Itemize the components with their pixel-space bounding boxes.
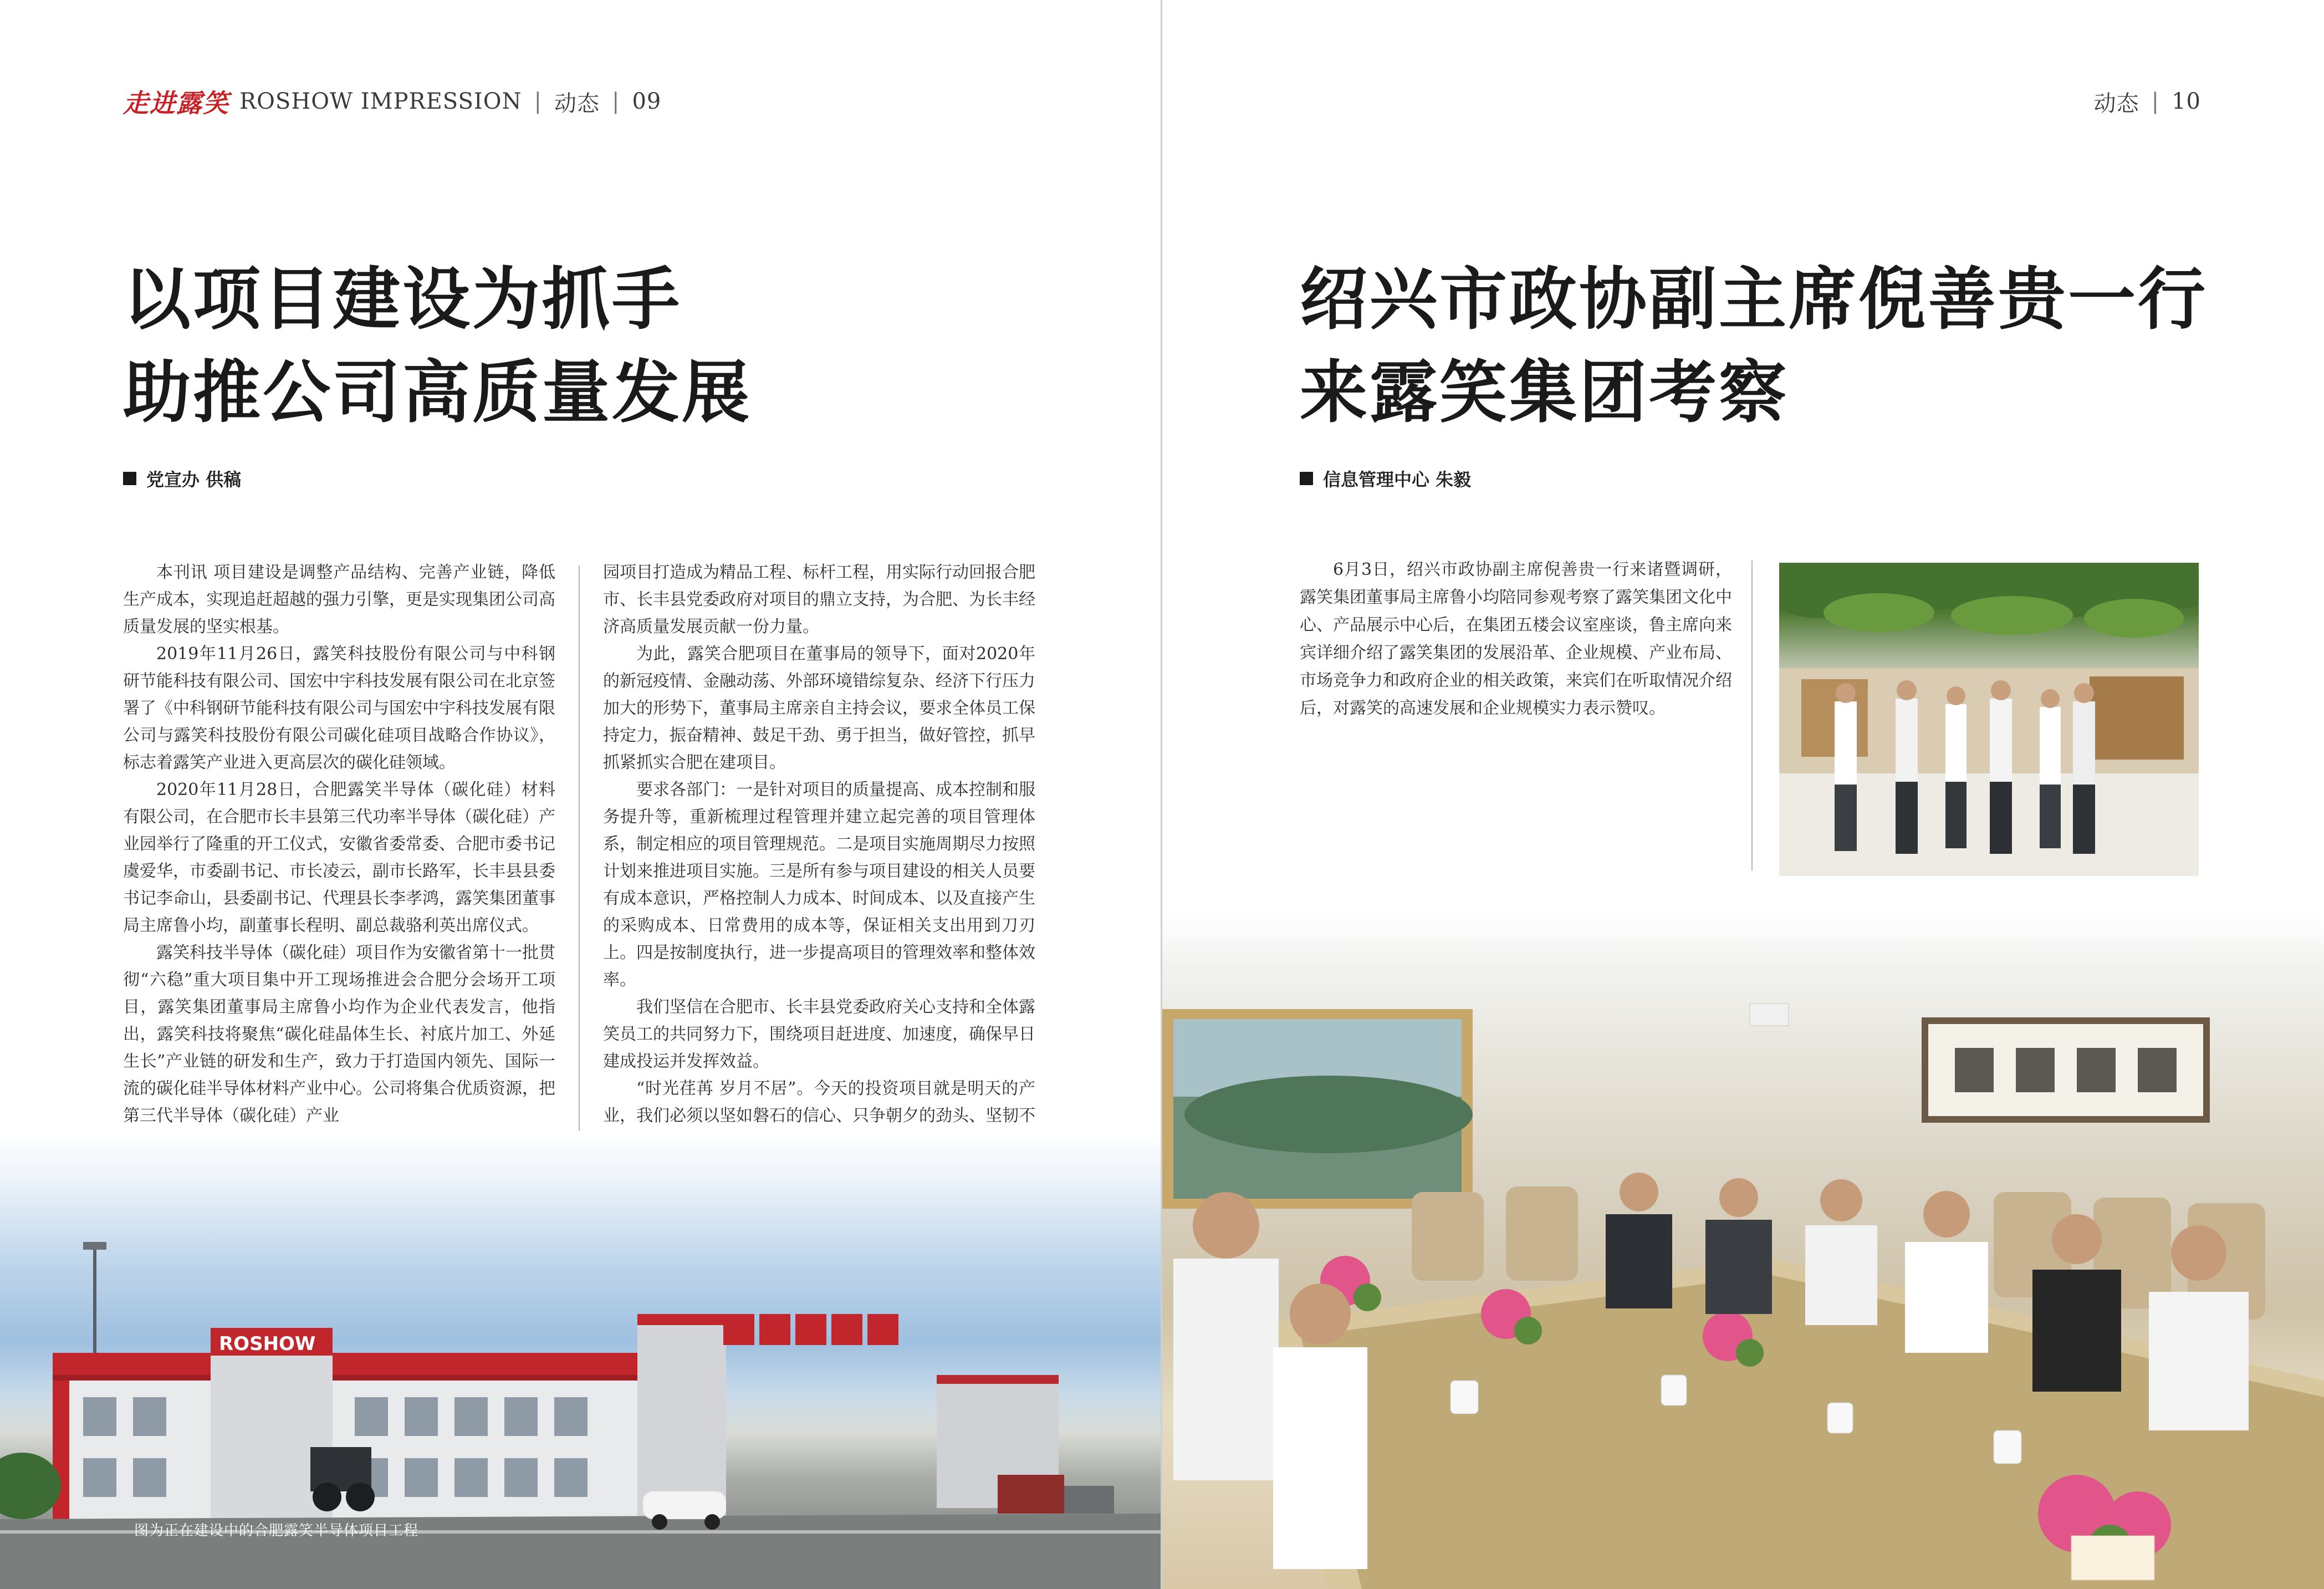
header-separator: | [611,89,620,114]
paragraph: 为此，露笑合肥项目在董事局的领导下，面对2020年的新冠疫情、金融动荡、外部环境错综复杂、经济下行压力加大的形势下，董事局主席亲自主持会议，要求全体员工保持定力，振奋精神、鼓足干劲、勇于担当，做好管控，抓早抓紧抓实合肥在建项目。 [603,644,1035,772]
paragraph: 要求各部门：一是针对项目的质量提高、成本控制和服务提升等，重新梳理过程管理并建立起完善的项目管理体系，制定相应的项目管理规范。二是项目实施周期尽力按照计划来推进项目实施。三是所有参与项目建设的相关人员要有成本意识，严格控制人力成本、时间成本、以及直接产生的采购成本、日常费用的成本等，保证相关支出用到刀刃上。四是按制度执行，进一步提高项目的管理效率和整体效率。 [603,780,1035,990]
paragraph: 露笑科技半导体（碳化硅）项目作为安徽省第十一批贯彻“六稳”重大项目集中开工现场推进会合肥分会场开工项目，露笑集团董事局主席鲁小均作为企业代表发言，他指出，露笑科技将聚焦“碳化硅晶体生长、衬底片加工、外延生长”产业链的研发和生产，致力于打造国内领先、国际一流的碳化硅半导体材料产业中心。公司将集合优质资源，把第三代半导体（碳化硅）产业 [123,943,555,1125]
brand-logo: 走进露笑 [123,88,229,118]
square-bullet-icon [123,472,136,485]
title-line: 来露笑集团考察 [1300,353,1789,432]
paragraph: 2020年11月28日，合肥露笑半导体（碳化硅）材料有限公司，在合肥市长丰县第三代功率半导体（碳化硅）产业园举行了隆重的开工仪式，安徽省委常委、合肥市委书记虞爱华，市委副书记、市长凌云，副市长路军，长丰县县委书记李命山，县委副书记、代理县长李孝鸿，露笑集团董事局主席鲁小均，副董事长程明、副总裁骆利英出席仪式。 [123,780,555,935]
paragraph: “时光荏苒 岁月不居”。今天的投资项目就是明天的产业，我们必须以坚如磐石的信心、只争朝夕的劲头、坚韧不 [603,1079,1035,1125]
paragraph: 本刊讯 项目建设是调整产品结构、完善产业链，降低生产成本，实现追赶超越的强力引擎，更是实现集团公司高质量发展的坚实根基。 [123,563,555,636]
title-line: 绍兴市政协副主席倪善贵一行 [1300,260,2208,339]
paragraph: 我们坚信在合肥市、长丰县党委政府关心支持和全体露笑员工的共同努力下，围绕项目赶进度、加速度，确保早日建成投运并发挥效益。 [603,997,1035,1071]
byline-text: 党宣办 供稿 [146,469,242,490]
article-column-2 [603,559,1035,1184]
visit-illustration [1779,563,2199,876]
paragraph: 6月3日，绍兴市政协副主席倪善贵一行来诸暨调研，露笑集团董事局主席鲁小均陪同参观考察了露笑集团文化中心、产品展示中心后，在集团五楼会议室座谈，鲁主席向来宾详细介绍了露笑集团的发展沿革、企业规模、产业布局、市场竞争力和政府企业的相关政策，来宾们在听取情况介绍后，对露笑的高速发展和企业规模实力表示赞叹。 [1300,560,1732,718]
title-line: 以项目建设为抓手 [123,260,682,339]
title-line: 助推公司高质量发展 [123,353,752,432]
column-divider [579,566,580,1203]
paragraph: 园项目打造成为精品工程、标杆工程，用实际行动回报合肥市、长丰县党委政府对项目的鼎立支持，为合肥、为长丰经济高质量发展贡献一份力量。 [603,563,1035,636]
header-separator: | [534,89,542,114]
article-column [1300,556,1732,722]
visit-tour-photo [1779,563,2199,876]
byline [123,465,241,492]
header-separator: | [2151,89,2160,114]
paragraph: 2019年11月26日，露笑科技股份有限公司与中科钢研节能科技有限公司、国宏中宇科技发展有限公司在北京签署了《中科钢研节能科技有限公司与国宏中宇科技发展有限公司与露笑科技股份有限公司碳化硅项目战略合作协议》，标志着露笑产业进入更高层次的碳化硅领域。 [123,644,555,772]
left-page-header [123,82,661,121]
section-label: 动态 [2093,90,2139,116]
article-column-1 [123,559,555,1129]
square-bullet-icon [1300,472,1313,485]
byline-text: 信息管理中心 朱毅 [1323,469,1472,490]
photo-caption: 图为正在建设中的合肥露笑半导体项目工程 [134,1522,419,1539]
right-page-header [2094,82,2201,121]
meeting-illustration [1162,915,2324,1589]
svg-text:ROSHOW: ROSHOW [219,1333,316,1355]
byline [1300,465,1471,492]
meeting-room-photo [1162,915,2324,1589]
section-label: 动态 [554,90,600,116]
article-title [1300,253,2208,439]
page-number: 10 [2172,89,2201,114]
article-title [123,253,752,439]
page-number: 09 [632,89,662,114]
magazine-name: ROSHOW IMPRESSION [239,89,522,114]
column-divider [1751,560,1753,870]
